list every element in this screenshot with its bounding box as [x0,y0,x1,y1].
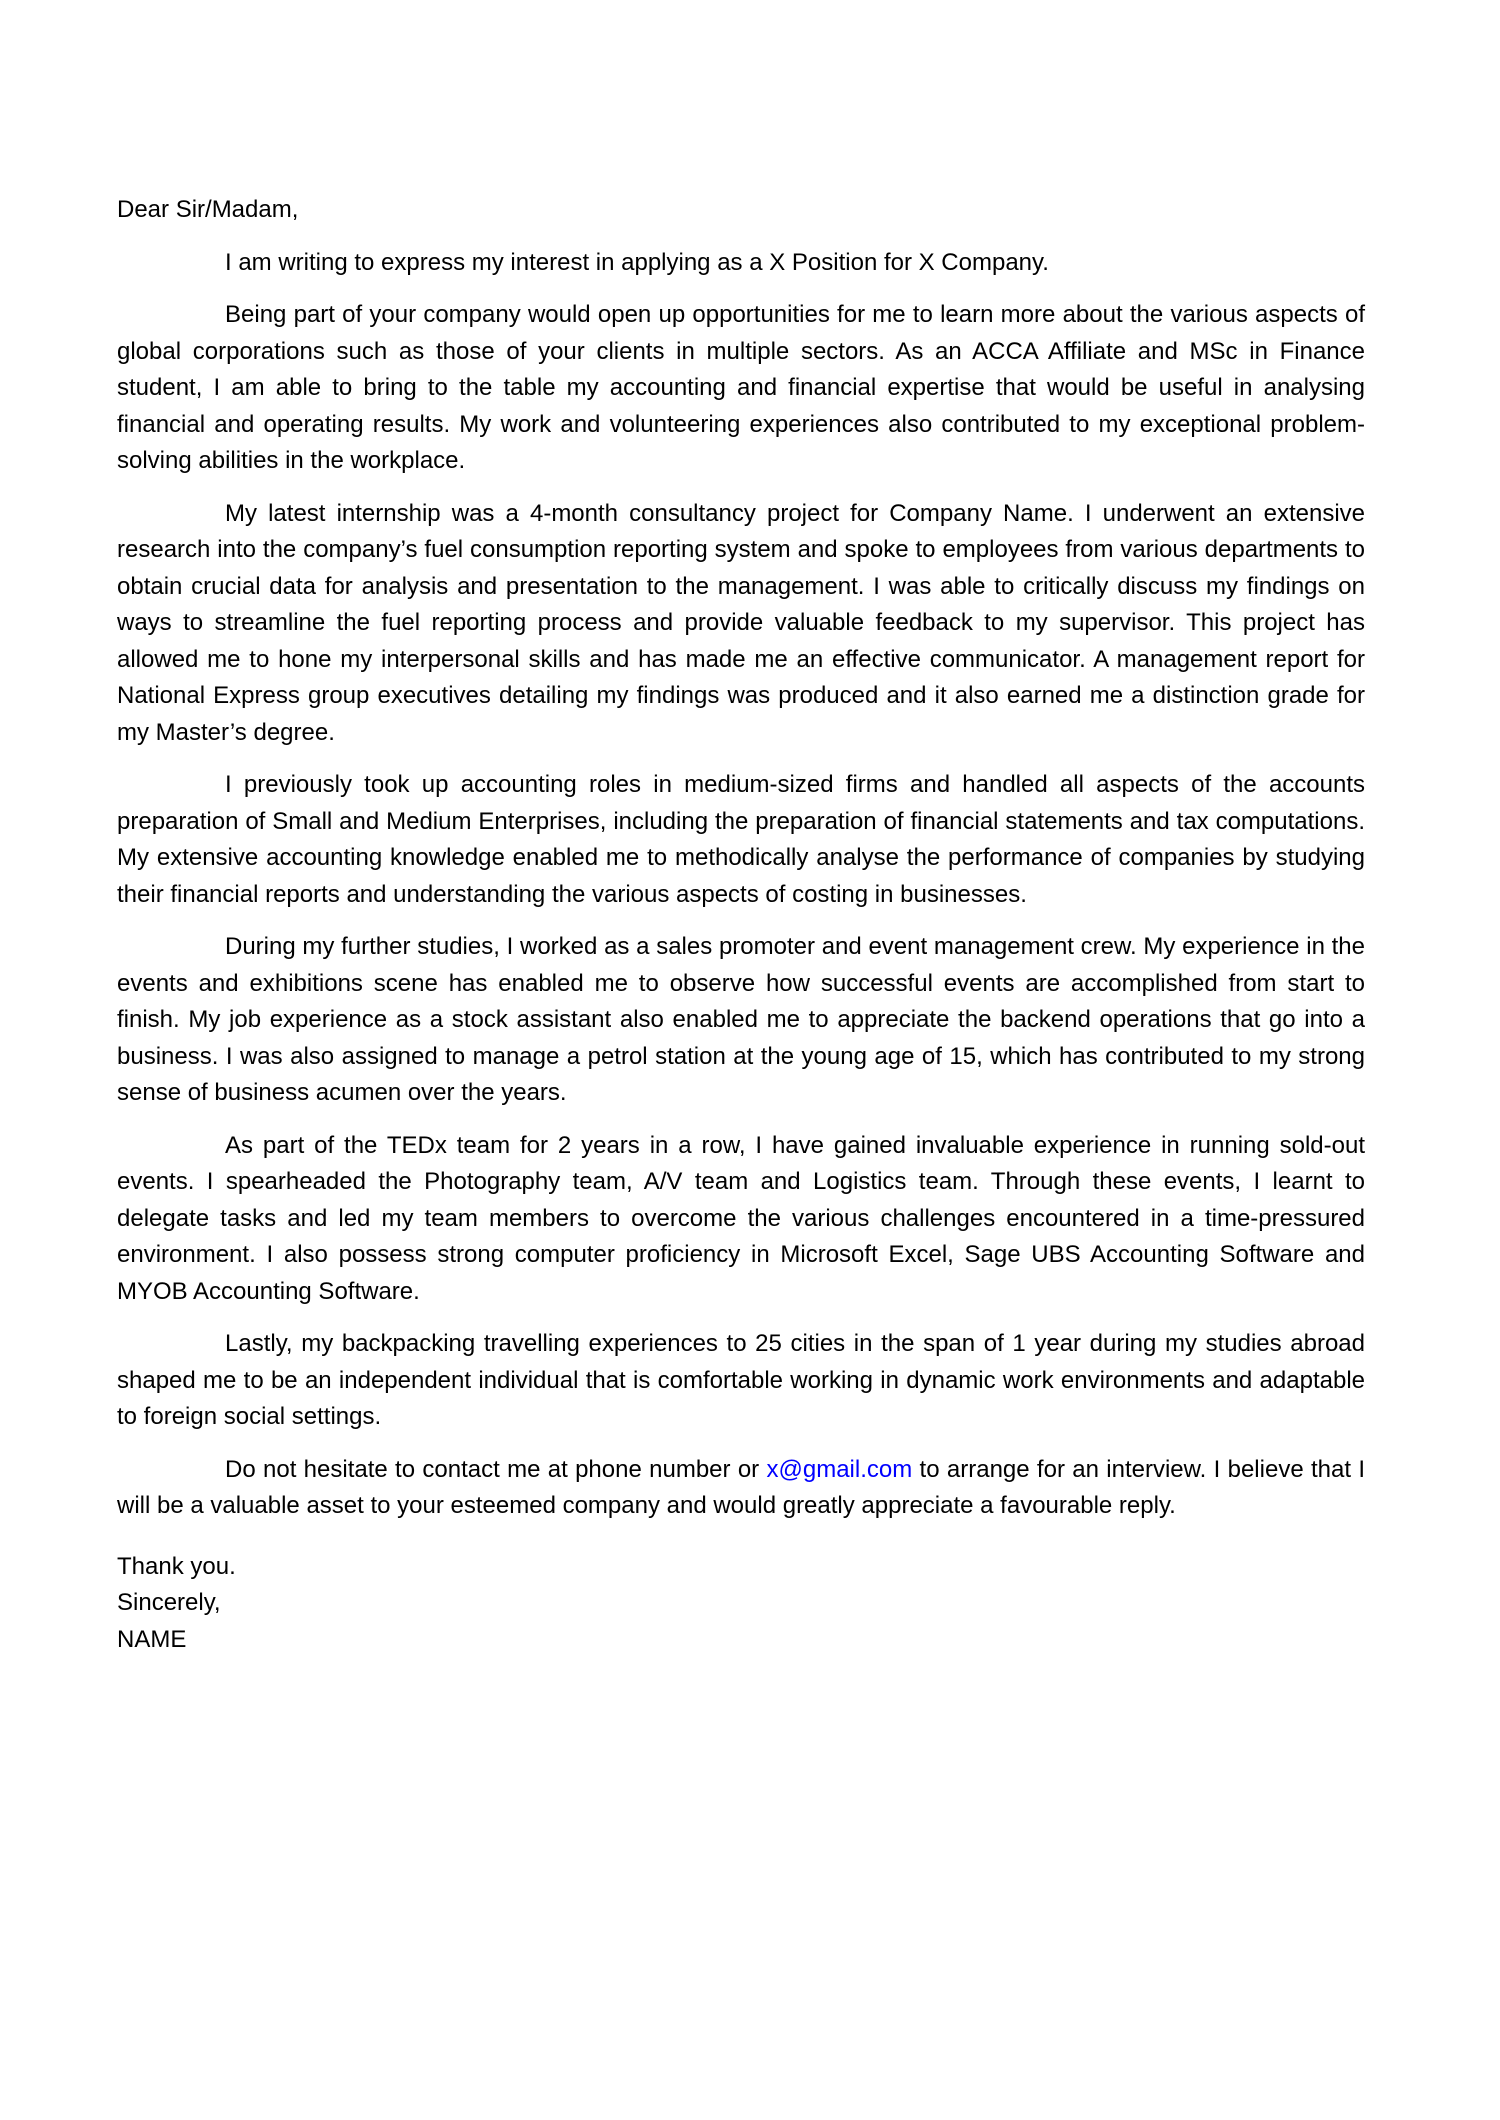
contact-text-before-link: Do not hesitate to contact me at phone number or [225,1455,767,1483]
paragraph-travel: Lastly, my backpacking travelling experiences to 25 cities in the span of 1 year during my studies abroad shaped me to be an independent individual that is comfortable working in dynamic work environments and adaptable to foreign social settings. [117,1330,1365,1430]
salutation: Dear Sir/Madam, [117,196,299,223]
closing-thank-you: Thank you. [117,1552,236,1580]
paragraph-contact [117,1452,1365,1525]
email-link[interactable]: x@gmail.com [766,1455,913,1483]
paragraph-accounting-roles: I previously took up accounting roles in medium-sized firms and handled all aspects of the accounts preparation of Small and Medium Enterprises, including the preparation of financial statements and tax computations. My extensive accounting knowledge enabled me to methodically analyse the performance of companies by studying their financial reports and understanding the various aspects of costing in businesses. [117,771,1365,908]
paragraph-position-interest: I am writing to express my interest in applying as a X Position for X Company. [225,248,1049,276]
closing-sign-off: Sincerely, [117,1589,221,1616]
closing-block [117,1549,1365,1659]
paragraph-tedx: As part of the TEDx team for 2 years in a row, I have gained invaluable experience in running sold-out events. I spearheaded the Photography team, A/V team and Logistics team. Through these events, I learnt to delegate tasks and led my team members to overcome the various challenges encountered in a time-pressured environment. I also possess strong computer proficiency in Microsoft Excel, Sage UBS Accounting Software and MYOB Accounting Software. [117,1131,1365,1305]
paragraph-work-experience: During my further studies, I worked as a sales promoter and event management crew. My experience in the events and exhibitions scene has enabled me to observe how successful events are accomplished from start to finish. My job experience as a stock assistant also enabled me to appreciate the backend operations that go into a business. I was also assigned to manage a petrol station at the young age of 15, which has contributed to my strong sense of business acumen over the years. [117,933,1365,1106]
contact-text-after-link: to arrange for an interview. I believe that I will be a valuable asset to your esteemed company and would greatly appreciate a favourable reply. [117,1455,1366,1519]
paragraph-internship: My latest internship was a 4-month consultancy project for Company Name. I underwent an extensive research into the company’s fuel consumption reporting system and spoke to employees from various departments to obtain crucial data for analysis and presentation to the management. I was able to critically discuss my findings on ways to streamline the fuel reporting process and provide valuable feedback to my supervisor. This project has allowed me to hone my interpersonal skills and has made me an effective communicator. A management report for National Express group executives detailing my findings was produced and it also earned me a distinction grade for my Master’s degree. [117,499,1365,746]
closing-name: NAME [117,1625,187,1653]
paragraph-company-fit: Being part of your company would open up opportunities for me to learn more about the various aspects of global corporations such as those of your clients in multiple sectors. As an ACCA Affiliate and MSc in Finance student, I am able to bring to the table my accounting and financial expertise that would be useful in analysing financial and operating results. My work and volunteering experiences also contributed to my exceptional problem-solving abilities in the workplace. [117,301,1365,474]
